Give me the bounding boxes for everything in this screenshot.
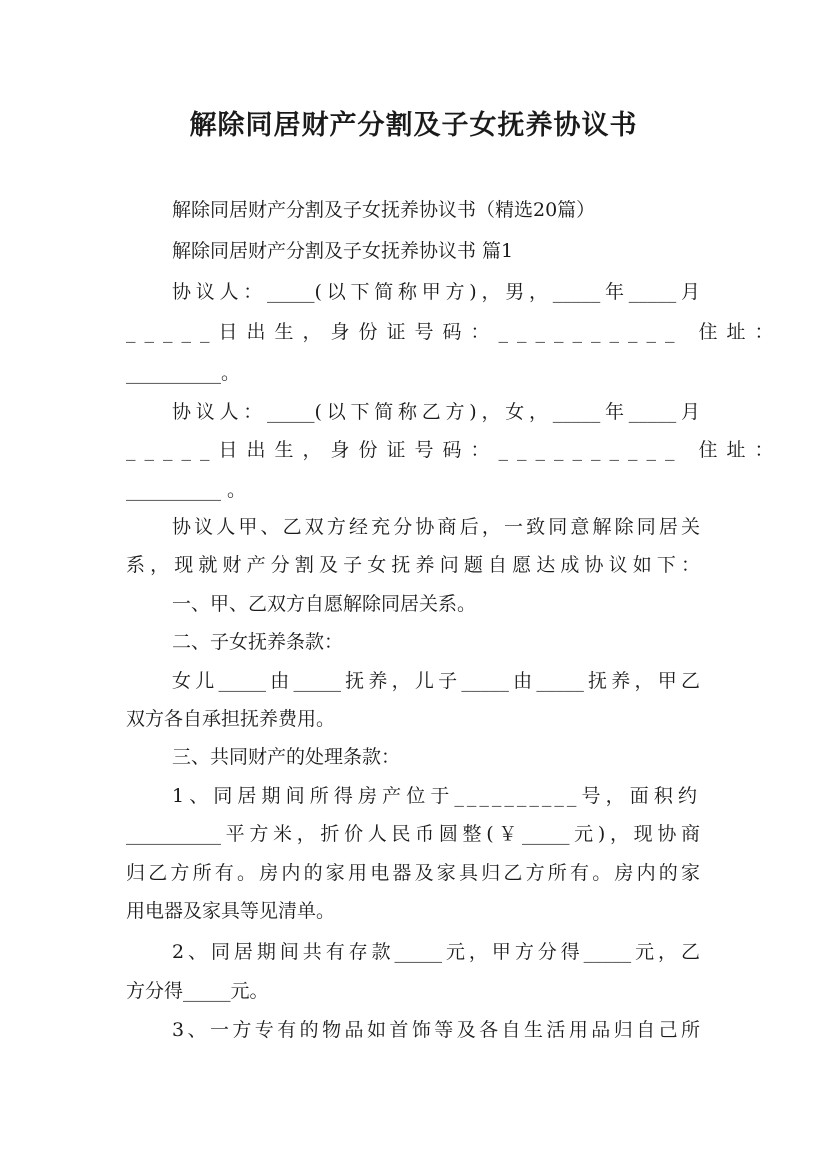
paragraph-line: 一、甲、乙双方自愿解除同居关系。 [172, 593, 477, 615]
paragraph-line: 协议人：_____(以下简称甲方)，男，_____年_____月 [172, 281, 700, 303]
paragraph-line: 二、子女抚养条款： [172, 631, 344, 653]
paragraph-line: __________平方米，折价人民币圆整(￥_____元)，现协商 [126, 823, 700, 845]
paragraph-line: 女儿_____由_____抚养，儿子_____由_____抚养，甲乙 [172, 670, 700, 692]
paragraph-line: 系，现就财产分割及子女抚养问题自愿达成协议如下： [126, 554, 700, 576]
paragraph-line: 2、同居期间共有存款_____元，甲方分得_____元，乙 [172, 941, 700, 963]
paragraph-line: _____日出生，身份证号码：__________ 住址： [126, 321, 783, 343]
paragraph-line: 双方各自承担抚养费用。 [126, 708, 336, 730]
section-heading: 解除同居财产分割及子女抚养协议书 篇1 [172, 240, 514, 262]
paragraph-line: 三、共同财产的处理条款： [172, 746, 401, 768]
document-title: 解除同居财产分割及子女抚养协议书 [189, 110, 638, 141]
paragraph-line: 方分得_____元。 [126, 980, 269, 1002]
paragraph-line: 协议人甲、乙双方经充分协商后，一致同意解除同居关 [172, 516, 700, 538]
paragraph-line: _____日出生，身份证号码：__________ 住址： [126, 439, 783, 461]
paragraph-line: __________ 。 [126, 479, 247, 501]
paragraph-line: 1、同居期间所得房产位于__________号，面积约 [172, 785, 700, 807]
paragraph-line: 用电器及家具等见清单。 [126, 900, 336, 922]
paragraph-line: 归乙方所有。房内的家用电器及家具归乙方所有。房内的家 [126, 862, 700, 884]
paragraph-line: 协议人：_____(以下简称乙方)，女，_____年_____月 [172, 401, 700, 423]
paragraph-line: __________。 [126, 362, 241, 384]
subtitle-line: 解除同居财产分割及子女抚养协议书（精选20篇） [172, 199, 596, 221]
paragraph-line: 3、一方专有的物品如首饰等及各自生活用品归自己所 [172, 1019, 700, 1041]
